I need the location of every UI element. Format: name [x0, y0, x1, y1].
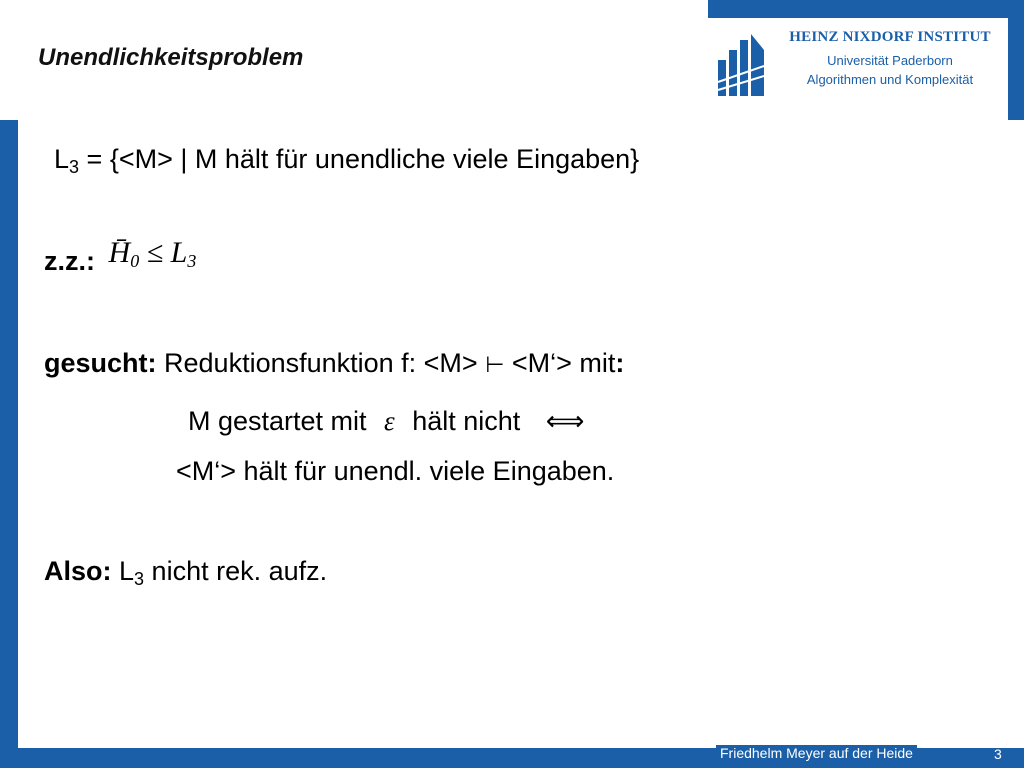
zz-lhs-sub: 0	[130, 251, 140, 271]
institute-logo-icon	[716, 32, 766, 102]
zz-lhs: H̄	[108, 236, 131, 269]
condition1-text-a: M gestartet mit	[188, 406, 375, 436]
top-brand-band	[708, 0, 1024, 18]
page-number: 3	[994, 746, 1002, 762]
condition-line-2: <M‘> hält für unendl. viele Eingaben.	[176, 456, 615, 486]
definition-line	[54, 144, 639, 175]
zz-line	[44, 236, 197, 278]
definition-prefix: L	[54, 144, 70, 174]
left-brand-band	[0, 120, 18, 748]
gesucht-text-end: <M‘> mit	[504, 348, 616, 378]
institute-header	[712, 18, 1008, 118]
zz-label: z.z.:	[44, 246, 95, 276]
condition1-text-b: hält nicht	[404, 406, 528, 436]
zz-rhs-sub: 3	[187, 251, 197, 271]
also-label: Also:	[44, 556, 112, 586]
definition-subscript: 3	[69, 157, 80, 177]
zz-rhs: L	[170, 236, 188, 269]
right-brand-band	[1008, 0, 1024, 120]
zz-op: ≤	[139, 236, 171, 269]
gesucht-label: gesucht:	[44, 348, 157, 378]
mapsto-symbol: ⊢	[485, 352, 505, 377]
department-name: Algorithmen und Komplexität	[806, 72, 974, 87]
gesucht-text: Reduktionsfunktion f: <M>	[156, 348, 486, 378]
also-prefix: L	[111, 556, 135, 586]
institute-name: HEINZ NIXDORF INSTITUT	[789, 29, 991, 45]
zz-formula	[109, 236, 197, 269]
university-name: Universität Paderborn	[827, 53, 953, 68]
footer-author: Friedhelm Meyer auf der Heide	[716, 745, 917, 761]
gesucht-colon: :	[615, 348, 625, 378]
condition-line-1	[188, 406, 584, 437]
also-text: nicht rek. aufz.	[144, 556, 328, 586]
iff-symbol: ⟺	[545, 406, 585, 436]
also-subscript: 3	[134, 569, 145, 589]
also-line	[44, 556, 327, 587]
slide-title: Unendlichkeitsproblem	[38, 44, 304, 71]
gesucht-line	[44, 348, 624, 379]
definition-text: = {<M> | M hält für unendliche viele Eingaben}	[79, 144, 640, 174]
epsilon-symbol: ε	[384, 406, 395, 436]
